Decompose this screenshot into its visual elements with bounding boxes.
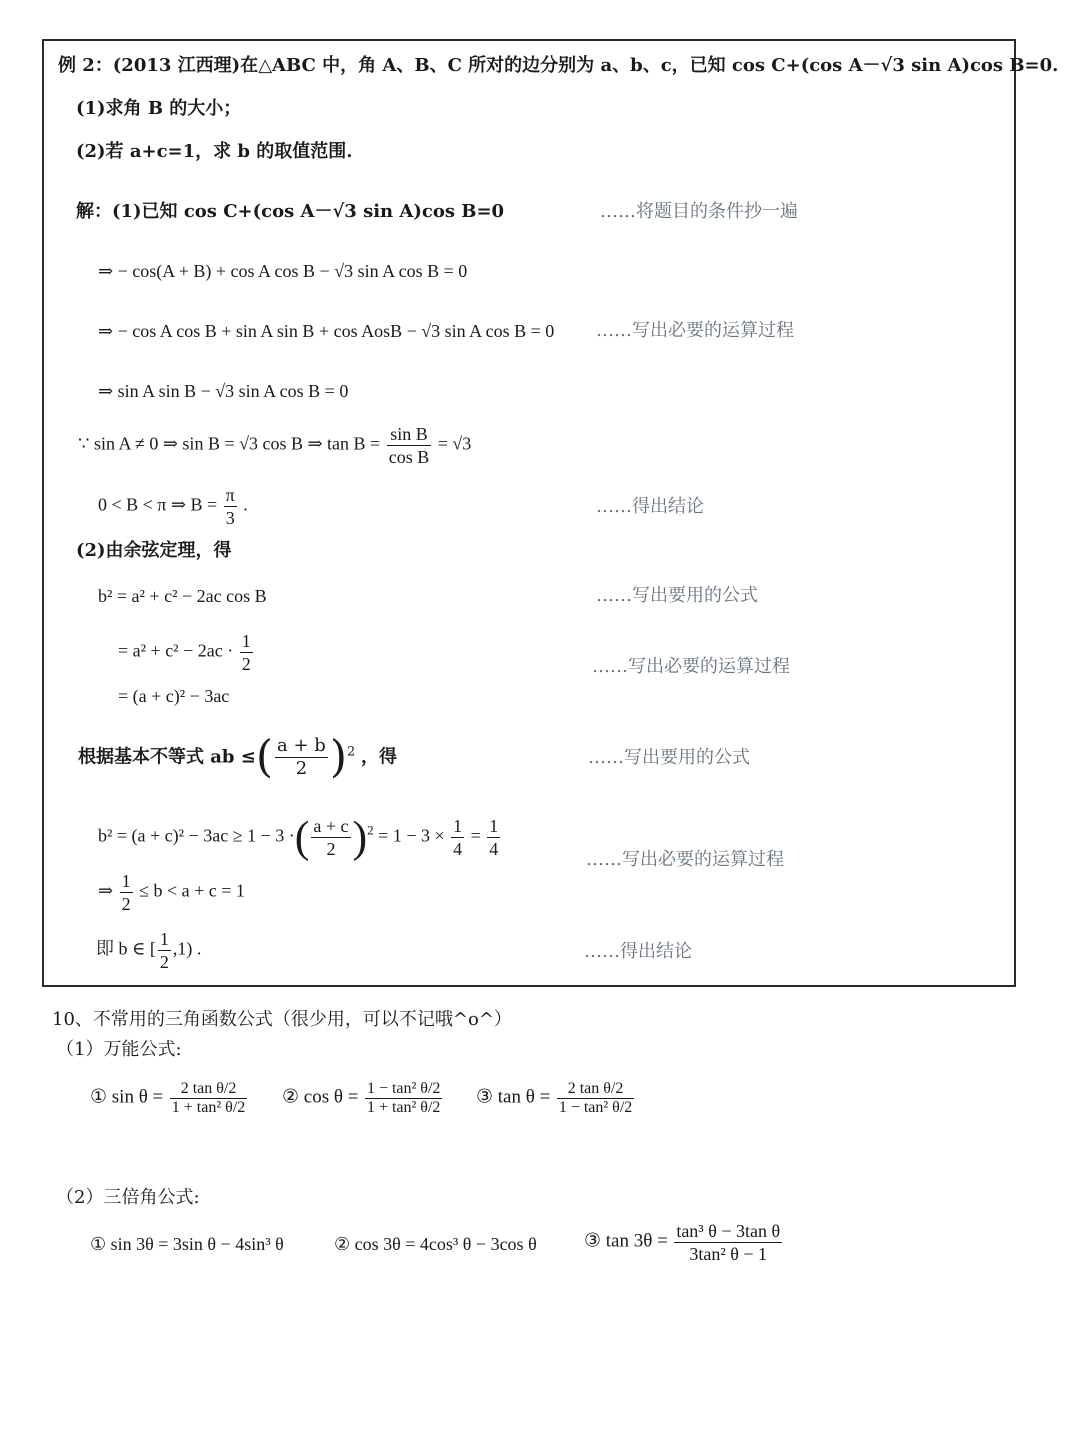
solution-part-2: (2)由余弦定理，得	[76, 540, 232, 561]
solution-line-2: ⇒ − cos(A + B) + cos A cos B − √3 sin A cos B = 0	[98, 261, 468, 281]
universal-sin: ① sin θ = $\frac{\text{2 tan θ/2}}{\text{1 + tan² θ/2}}$	[90, 1080, 246, 1116]
note-conclusion-1: ……得出结论	[596, 496, 704, 517]
example-title: 例 2：(2013 江西理)在△ABC 中，角 A、B、C 所对的边分别为 a、b、c，已知 cos C+(cos A－√3 sin A)cos B=0.	[58, 55, 1059, 76]
solution-line-3: ⇒ − cos A cos B + sin A sin B + cos AosB − √3 sin A cos B = 0	[98, 321, 555, 341]
note-calc-3: ……写出必要的运算过程	[586, 849, 784, 870]
question-2: (2)若 a+c=1，求 b 的取值范围.	[76, 141, 353, 162]
triple-sin: ① sin 3θ = 3sin θ − 4sin³ θ	[90, 1234, 284, 1254]
solution-line-12: b² = (a + c)² − 3ac ≥ 1 − 3 ·( $\frac{a + c}{2}$ )$^2$ = 1 − 3 × $\frac{1}{4}$ = $\frac{1}{4}$	[98, 812, 499, 862]
note-copy-conditions: ……将题目的条件抄一遍	[600, 201, 798, 222]
note-calc-2: ……写出必要的运算过程	[592, 656, 790, 677]
solution-line-8: b² = a² + c² − 2ac cos B	[98, 586, 267, 606]
universal-formula-heading: （1）万能公式:	[56, 1039, 182, 1060]
solution-line-13: ⇒ $\frac{1}{2}$ ≤ b < a + c = 1	[98, 871, 245, 914]
note-formula-1: ……写出要用的公式	[596, 585, 758, 606]
solution-line-10: = (a + c)² − 3ac	[118, 686, 230, 706]
solution-line-5: ∵ sin A ≠ 0 ⇒ sin B = √3 cos B ⇒ tan B = $\frac{\text{sin B}}{\text{cos B}}$ = √3	[78, 424, 472, 467]
triple-cos: ② cos 3θ = 4cos³ θ − 3cos θ	[334, 1234, 537, 1254]
note-formula-2: ……写出要用的公式	[588, 747, 750, 768]
question-1: (1)求角 B 的大小；	[76, 98, 242, 119]
solution-line-11: 根据基本不等式 ab ≤( $\frac{a + b}{2}$ )$^2$ ，得	[78, 731, 398, 783]
triple-tan: ③ tan 3θ = $\frac{\text{tan³ θ − 3tan θ}}{\text{3tan² θ − 1}}$	[584, 1221, 781, 1264]
universal-tan: ③ tan θ = $\frac{\text{2 tan θ/2}}{\text{1 − tan² θ/2}}$	[476, 1080, 633, 1116]
universal-cos: ② cos θ = $\frac{\text{1 − tan² θ/2}}{\text{1 + tan² θ/2}}$	[282, 1080, 441, 1116]
solution-line-14: 即 b ∈ [ $\frac{1}{2}$ ,1) .	[96, 929, 202, 972]
section-10-heading: 10、不常用的三角函数公式（很少用，可以不记哦^o^）	[52, 1009, 512, 1030]
solution-line-6: 0 < B < π ⇒ B = $\frac{\pi}{3}$ .	[98, 485, 248, 528]
triple-angle-heading: （2）三倍角公式:	[56, 1187, 200, 1208]
solution-line-4: ⇒ sin A sin B − √3 sin A cos B = 0	[98, 381, 349, 401]
solution-line-1: 解：(1)已知 cos C+(cos A－√3 sin A)cos B=0	[76, 201, 505, 222]
note-conclusion-2: ……得出结论	[584, 941, 692, 962]
note-calc-1: ……写出必要的运算过程	[596, 320, 794, 341]
solution-line-9: = a² + c² − 2ac · $\frac{1}{2}$	[118, 631, 251, 674]
